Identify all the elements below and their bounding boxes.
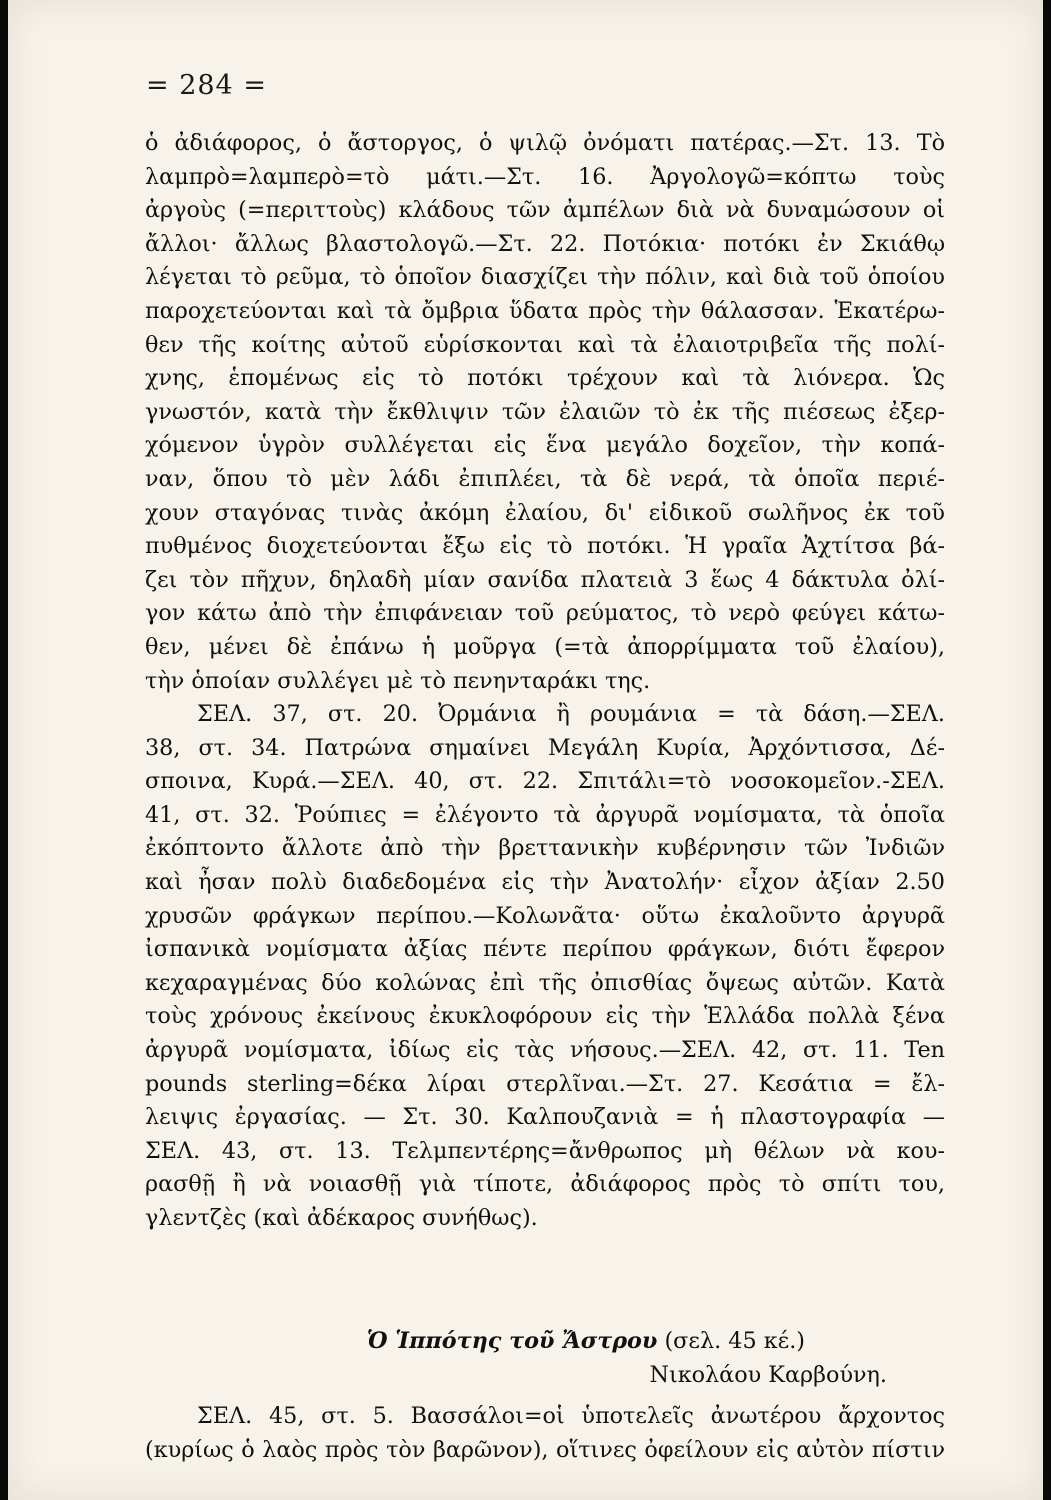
text-line: πυθμένος διοχετεύονται ἔξω εἰς τὸ ποτόκι. Ἡ γραῖα Ἀχτίτσα βά- (145, 533, 945, 560)
text-line: ζει τὸν πῆχυν, δηλαδὴ μίαν σανίδα πλατειὰ 3 ἕως 4 δάκτυλα ὀλί- (145, 566, 945, 593)
text-line: κεχαραγμένας δύο κολώνας ἐπὶ τῆς ὀπισθίας ὄψεως αὐτῶν. Κατὰ (145, 969, 945, 996)
text-line: ΣΕΛ. 37, στ. 20. Ὀρμάνια ἢ ρουμάνια = τὰ δάση.—ΣΕΛ. (197, 701, 945, 728)
text-line: ἀργυρᾶ νομίσματα, ἰδίως εἰς τὰς νήσους.—ΣΕΛ. 42, στ. 11. Ten (145, 1037, 945, 1064)
text-line: θεν, μένει δὲ ἐπάνω ἡ μοῦργα (=τὰ ἀπορρίμματα τοῦ ἐλαίου), (145, 633, 945, 660)
text-line: 41, στ. 32. Ῥούπιες = ἐλέγοντο τὰ ἀργυρᾶ νομίσματα, τὰ ὁποῖα (145, 801, 945, 828)
text-line: λαμπρὸ=λαμπερὸ=τὸ μάτι.—Στ. 16. Ἀργολογῶ=κόπτω τοὺς (145, 163, 945, 190)
text-line: τὴν ὁποίαν συλλέγει μὲ τὸ πενηνταράκι της. (145, 667, 651, 694)
section-ref: (σελ. 45 κέ.) (664, 1328, 805, 1354)
text-line: ἄλλοι· ἄλλως βλαστολογῶ.—Στ. 22. Ποτόκια· ποτόκι ἐν Σκιάθῳ (145, 230, 945, 257)
body-text (145, 127, 945, 1236)
text-line: ΣΕΛ. 45, στ. 5. Βασσάλοι=οἱ ὑποτελεῖς ἀνωτέρου ἄρχοντος (197, 1403, 945, 1429)
text-line: χνης, ἑπομένως εἰς τὸ ποτόκι τρέχουν καὶ τὰ λιόνερα. Ὡς (145, 365, 945, 392)
text-line: χουν σταγόνας τινὰς ἀκόμη ἐλαίου, δι' εἰδικοῦ σωλῆνος ἐκ τοῦ (145, 499, 945, 526)
text-line: σποινα, Κυρά.—ΣΕΛ. 40, στ. 22. Σπιτάλι=τὸ νοσοκομεῖον.-ΣΕΛ. (145, 768, 945, 795)
text-line: θεν τῆς κοίτης αὐτοῦ εὑρίσκονται καὶ τὰ ἐλαιοτριβεῖα τῆς πολί- (145, 331, 945, 358)
text-line: ἐκόπτοντο ἄλλοτε ἀπὸ τὴν βρεττανικὴν κυβέρνησιν τῶν Ἰνδιῶν (145, 835, 945, 862)
text-line: ἰσπανικὰ νομίσματα ἀξίας πέντε περίπου φράγκων, διότι ἔφερον (145, 936, 945, 963)
text-line: ὁ ἀδιάφορος, ὁ ἄστοργος, ὁ ψιλῷ ὀνόματι πατέρας.—Στ. 13. Τὸ (145, 130, 945, 156)
text-line: λέγεται τὸ ρεῦμα, τὸ ὁποῖον διασχίζει τὴν πόλιν, καὶ διὰ τοῦ ὁποίου (145, 264, 945, 291)
text-line: παροχετεύονται καὶ τὰ ὄμβρια ὕδατα πρὸς τὴν θάλασσαν. Ἑκατέρω- (145, 297, 945, 324)
text-line: γον κάτω ἀπὸ τὴν ἐπιφάνειαν τοῦ ρεύματος, τὸ νερὸ φεύγει κάτω- (145, 600, 945, 627)
section-author: Νικολάου Καρβούνη. (649, 1361, 887, 1388)
text-line: (κυρίως ὁ λαὸς πρὸς τὸν βαρῶνον), οἵτινες ὀφείλουν εἰς αὐτὸν πίστιν (145, 1436, 945, 1463)
text-line: pounds sterling=δέκα λίραι στερλῖναι.—Στ. 27. Κεσάτια = ἔλ- (145, 1070, 945, 1097)
text-line: λειψις ἐργασίας. — Στ. 30. Καλπουζανιὰ = ἡ πλαστογραφία — (145, 1104, 945, 1131)
section-heading (145, 1325, 945, 1392)
text-line: χρυσῶν φράγκων περίπου.—Κολωνᾶτα· οὕτω ἐκαλοῦντο ἀργυρᾶ (145, 902, 945, 929)
text-line: ναν, ὅπου τὸ μὲν λάδι ἐπιπλέει, τὰ δὲ νερά, τὰ ὁποῖα περιέ- (145, 465, 945, 492)
text-line: ρασθῇ ἢ νὰ νοιασθῇ γιὰ τίποτε, ἀδιάφορος πρὸς τὸ σπίτι του, (145, 1171, 945, 1198)
section-title-line (145, 1325, 945, 1359)
book-page (8, 0, 1043, 1500)
text-line: γλεντζὲς (καὶ ἀδέκαρος συνήθως). (145, 1205, 538, 1231)
page-number: = 284 = (146, 70, 267, 101)
text-line: ἀργοὺς (=περιττοὺς) κλάδους τῶν ἀμπέλων διὰ νὰ δυναμώσουν οἱ (145, 197, 945, 224)
text-line: 38, στ. 34. Πατρώνα σημαίνει Μεγάλη Κυρία, Ἀρχόντισσα, Δέ- (145, 734, 945, 761)
text-line: τοὺς χρόνους ἐκείνους ἐκυκλοφόρουν εἰς τὴν Ἑλλάδα πολλὰ ξένα (145, 1003, 945, 1030)
text-line: χόμενον ὑγρὸν συλλέγεται εἰς ἕνα μεγάλο δοχεῖον, τὴν κοπά- (145, 432, 945, 459)
tail-text (145, 1400, 945, 1467)
text-line: γνωστόν, κατὰ τὴν ἔκθλιψιν τῶν ἐλαιῶν τὸ ἐκ τῆς πιέσεως ἐξερ- (145, 398, 945, 425)
section-title: Ὁ Ἱππότης τοῦ Ἄστρου (366, 1328, 658, 1354)
text-line: καὶ ἦσαν πολὺ διαδεδομένα εἰς τὴν Ἀνατολήν· εἶχον ἀξίαν 2.50 (145, 869, 945, 896)
text-line: ΣΕΛ. 43, στ. 13. Τελμπεντέρης=ἄνθρωπος μὴ θέλων νὰ κου- (145, 1137, 945, 1164)
